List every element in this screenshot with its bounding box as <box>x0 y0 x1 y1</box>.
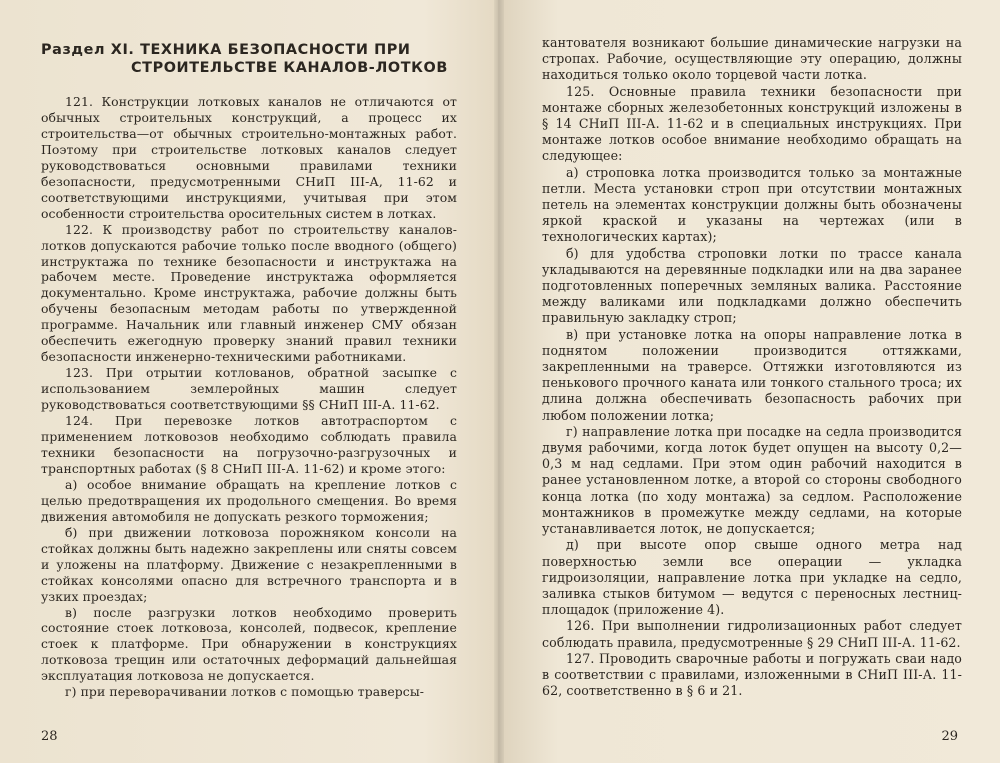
right-page-text <box>542 35 962 699</box>
paragraph-124-g: г) при переворачивании лотков с помощью траверсы- <box>65 684 425 700</box>
paragraph-125-v: в) при установке лотка на опоры направление лотка в поднятом положении производится оттяжками, закрепленными на траверсе. Оттяжки изготовляются из пенькового прочного каната или тонкого стального троса; их длина должна обеспечивать безопасность рабочих при любом положении лотка; <box>542 326 962 423</box>
paragraph-125-b: б) для удобства строповки лотки по трассе канала укладываются на деревянные подкладки или на два заранее подготовленных поперечных земляных валика. Расстояние между валиками или подкладками должно обеспечить правильную закладку строп; <box>542 245 962 326</box>
paragraph-125-a: а) строповка лотка производится только за монтажные петли. Места установки строп при отсутствии монтажных петель на элементах конструкции должны быть обозначены яркой краской и указаны на чертежах (или в технологических картах); <box>542 164 962 245</box>
page-number-left: 28 <box>41 729 58 744</box>
paragraph-125: 125. Основные правила техники безопасности при монтаже сборных железобетонных конструкций изложены в § 14 СНиП III-А. 11-62 и в специальных инструкциях. При монтаже лотков особое внимание необходимо обращать на следующее: <box>542 83 962 164</box>
paragraph-127: 127. Проводить сварочные работы и погружать сваи надо в соответствии с правилами, изложенными в СНиП III-А. 11-62, соответственно в § 6 и 21. <box>542 650 962 699</box>
paragraph-126: 126. При выполнении гидролизационных работ следует соблюдать правила, предусмотренные § 29 СНиП III-А. 11-62. <box>542 618 962 650</box>
paragraph-124-b: б) при движении лотковоза порожняком консоли на стойках должны быть надежно закреплены или сняты совсем и уложены на платформу. Движение с незакрепленными в стойках консолями опасно для встречного транспорта и в узких проездах; <box>41 524 457 604</box>
book-gutter <box>494 0 504 763</box>
paragraph-124-v: в) после разгрузки лотков необходимо проверить состояние стоек лотковоза, консолей, подвесок, крепление стоек к платформе. При обнаружении в конструкциях лотковоза трещин или остаточных деформаций дальнейшая эксплуатация лотковоза не допускается. <box>41 604 457 684</box>
paragraph-125-d: д) при высоте опор свыше одного метра над поверхностью земли все операции — укладка гидроизоляции, направление лотка при укладке на седло, заливка стыков битумом — ведутся с переносных лестниц-площадок (приложение 4). <box>542 537 962 618</box>
left-page <box>0 0 498 763</box>
paragraph-124-a: а) особое внимание обращать на крепление лотков с целью предотвращения их продольного смещения. Во время движения автомобиля не допускать резкого торможения; <box>41 476 457 524</box>
paragraph-123: 123. При отрытии котлованов, обратной засыпке с использованием землеройных машин следует руководствоваться соответствующими §§ СНиП III-А. 11-62. <box>41 365 457 413</box>
page-number-right: 29 <box>941 729 958 744</box>
left-page-text <box>41 94 457 700</box>
paragraph-124: 124. При перевозке лотков автотраспортом с применением лотковозов необходимо соблюдать правила техники безопасности на погрузочно-разгрузочных и транспортных работах (§ 8 СНиП III-А. 11-62) и кроме этого: <box>41 413 457 476</box>
section-heading <box>41 41 461 77</box>
section-heading-line2: СТРОИТЕЛЬСТВЕ КАНАЛОВ-ЛОТКОВ <box>131 60 448 76</box>
section-heading-line1: Раздел XI. ТЕХНИКА БЕЗОПАСНОСТИ ПРИ <box>41 42 411 58</box>
paragraph-122: 122. К производству работ по строительству каналов-лотков допускаются рабочие только после вводного (общего) инструктажа по технике безопасности и инструктажа на рабочем месте. Проведение инструктажа оформляется документально. Кроме инструктажа, рабочие должны быть обучены безопасным методам работы по утвержденной программе. Начальник или главный инженер СМУ обязан обеспечить ежегодную проверку знаний правил техники безопасности инженерно-техническими работниками. <box>41 221 457 365</box>
paragraph-125-g: г) направление лотка при посадке на седла производится двумя рабочими, когда лоток будет опущен на высоту 0,2—0,3 м над седлами. При этом один рабочий находится в ранее установленном лотке, а второй со стороны свободного конца лотка (по ходу монтажа) за седлом. Расположение монтажников в промежутке между седлами, на которые устанавливается лоток, не допускается; <box>542 423 962 537</box>
paragraph-continuation: кантователя возникают большие динамические нагрузки на стропах. Рабочие, осуществляющие эту операцию, должны находиться только около торцевой части лотка. <box>542 35 962 83</box>
right-page <box>498 0 1000 763</box>
paragraph-121: 121. Конструкции лотковых каналов не отличаются от обычных строительных конструкций, а процесс их строительства—от обычных строительно-монтажных работ. Поэтому при строительстве лотковых каналов следует руководствоваться основными правилами техники безопасности, предусмотренными СНиП III-А, 11-62 и соответствующими инструкциями, учитывая при этом особенности строительства оросительных систем в лотках. <box>41 94 457 221</box>
